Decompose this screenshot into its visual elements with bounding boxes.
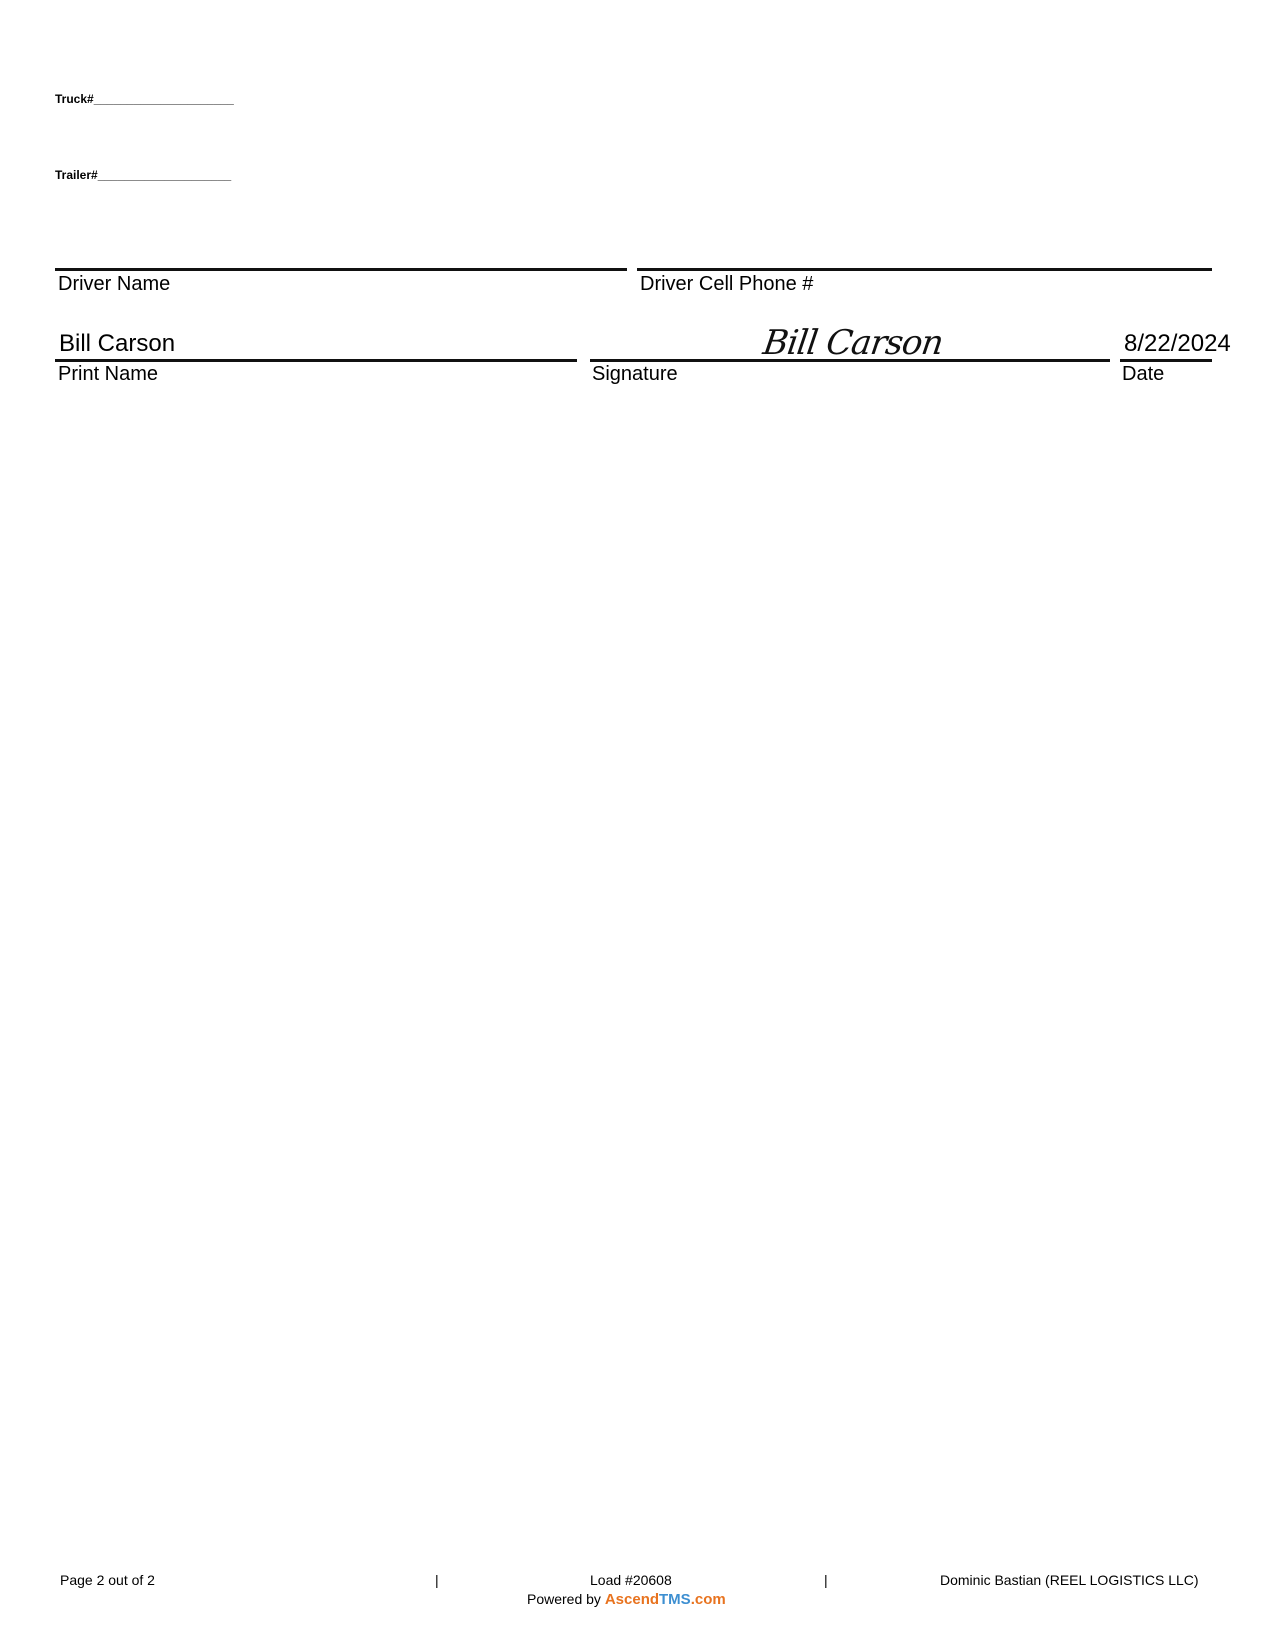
footer-separator-left: | — [435, 1572, 439, 1588]
signature-svg — [760, 318, 965, 364]
footer-owner: Dominic Bastian (REEL LOGISTICS LLC) — [940, 1572, 1199, 1588]
signature-handwriting: Bill Carson — [760, 323, 947, 363]
footer-separator-right: | — [824, 1572, 828, 1588]
date-value: 8/22/2024 — [1124, 330, 1231, 357]
footer-load-number: Load #20608 — [590, 1572, 672, 1588]
print-name-value: Bill Carson — [59, 330, 176, 357]
driver-name-line — [55, 268, 627, 271]
driver-cell-line — [637, 268, 1212, 271]
driver-name-label: Driver Name — [58, 273, 171, 295]
footer-powered-by — [527, 1591, 726, 1608]
date-label: Date — [1122, 363, 1165, 385]
driver-cell-label: Driver Cell Phone # — [640, 273, 814, 295]
date-line — [1120, 359, 1212, 362]
brand-ascend[interactable]: Ascend — [604, 1591, 660, 1608]
powered-by-label: Powered by — [527, 1591, 601, 1607]
signature-line — [590, 359, 1110, 362]
trailer-field-label: Trailer#____________________ — [55, 168, 232, 182]
footer-page-number: Page 2 out of 2 — [60, 1572, 155, 1588]
print-name-line — [55, 359, 577, 362]
brand-com[interactable]: .com — [690, 1591, 726, 1608]
signature-label: Signature — [592, 363, 678, 385]
signature-image — [760, 318, 965, 364]
brand-tms[interactable]: TMS — [659, 1591, 691, 1608]
print-name-label: Print Name — [58, 363, 159, 385]
truck-field-label: Truck#_____________________ — [55, 92, 234, 106]
